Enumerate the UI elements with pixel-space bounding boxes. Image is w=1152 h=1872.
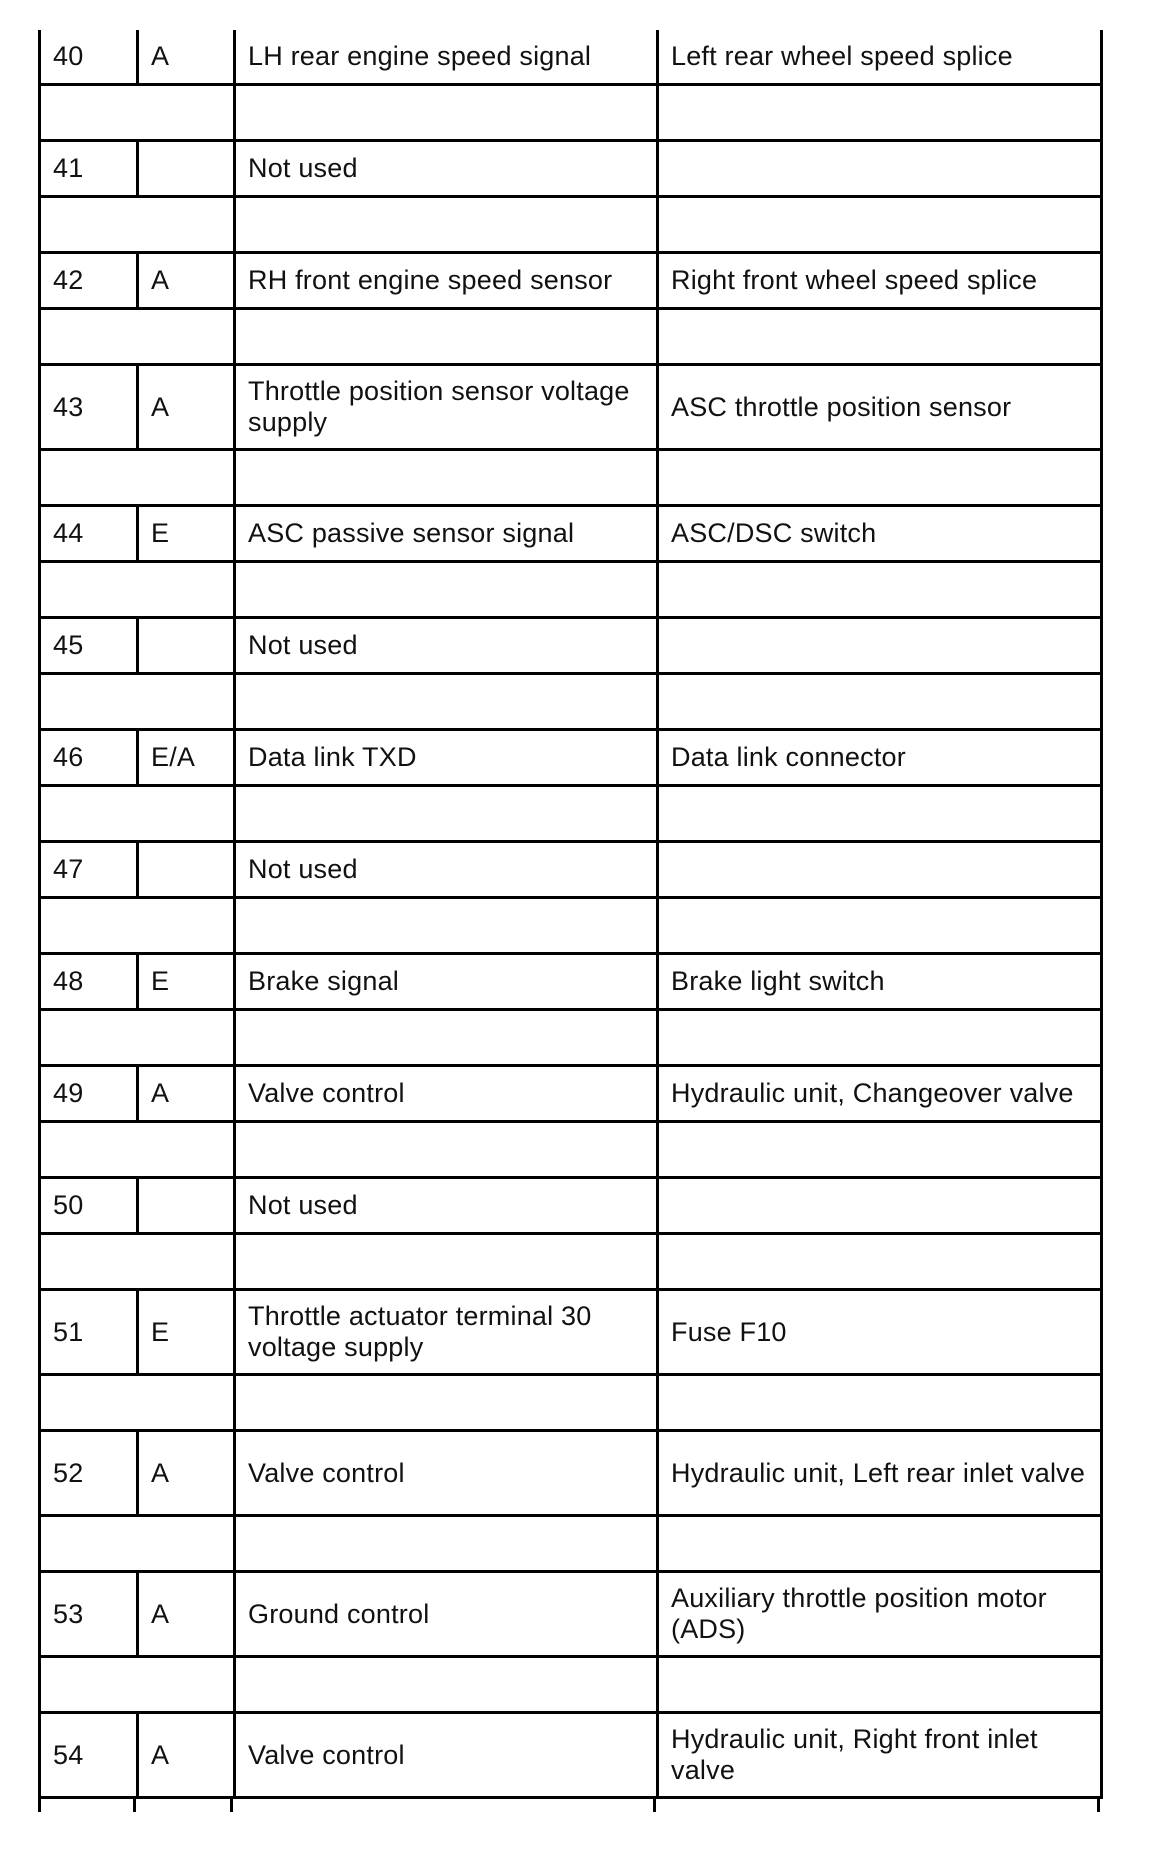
spacer-cell xyxy=(658,786,1102,842)
spacer-cell xyxy=(658,674,1102,730)
pin-assignment-table xyxy=(38,30,1103,1799)
signal-description-cell: Not used xyxy=(235,618,658,674)
spacer-cell xyxy=(235,85,658,141)
connection-cell: Brake light switch xyxy=(658,954,1102,1010)
spacer-cell xyxy=(235,1657,658,1713)
connection-cell: ASC/DSC switch xyxy=(658,506,1102,562)
pin-number-cell: 46 xyxy=(40,730,138,786)
signal-description-cell: Not used xyxy=(235,141,658,197)
connection-cell: Data link connector xyxy=(658,730,1102,786)
io-type-cell: A xyxy=(138,253,235,309)
io-type-cell xyxy=(138,1178,235,1234)
spacer-cell xyxy=(40,562,235,618)
table-spacer-row xyxy=(40,786,1102,842)
pin-number-cell: 52 xyxy=(40,1431,138,1516)
pin-number-cell: 54 xyxy=(40,1713,138,1798)
signal-description-cell: Throttle position sensor voltage supply xyxy=(235,365,658,450)
spacer-cell xyxy=(40,1234,235,1290)
table-row xyxy=(40,954,1102,1010)
spacer-cell xyxy=(658,1234,1102,1290)
connection-cell: ASC throttle position sensor xyxy=(658,365,1102,450)
pin-number-cell: 53 xyxy=(40,1572,138,1657)
pin-number-cell: 45 xyxy=(40,618,138,674)
table-row xyxy=(40,730,1102,786)
connection-cell: Hydraulic unit, Right front inlet valve xyxy=(658,1713,1102,1798)
spacer-cell xyxy=(235,786,658,842)
io-type-cell: E xyxy=(138,954,235,1010)
spacer-cell xyxy=(235,1234,658,1290)
table-spacer-row xyxy=(40,85,1102,141)
io-type-cell: A xyxy=(138,1572,235,1657)
table-row xyxy=(40,1431,1102,1516)
spacer-cell xyxy=(40,1375,235,1431)
io-type-cell xyxy=(138,842,235,898)
spacer-cell xyxy=(658,450,1102,506)
spacer-cell xyxy=(40,786,235,842)
pin-number-cell: 44 xyxy=(40,506,138,562)
connection-cell: Auxiliary throttle position motor (ADS) xyxy=(658,1572,1102,1657)
table-row xyxy=(40,253,1102,309)
signal-description-cell: Not used xyxy=(235,1178,658,1234)
signal-description-cell: Valve control xyxy=(235,1713,658,1798)
spacer-cell xyxy=(235,1516,658,1572)
pin-number-cell: 49 xyxy=(40,1066,138,1122)
spacer-cell xyxy=(40,450,235,506)
signal-description-cell: Data link TXD xyxy=(235,730,658,786)
spacer-cell xyxy=(235,450,658,506)
table-spacer-row xyxy=(40,450,1102,506)
table-continuation-lines xyxy=(38,1798,1100,1812)
spacer-cell xyxy=(40,1657,235,1713)
spacer-cell xyxy=(658,562,1102,618)
spacer-cell xyxy=(235,562,658,618)
pin-number-cell: 48 xyxy=(40,954,138,1010)
table-row xyxy=(40,30,1102,85)
pin-number-cell: 47 xyxy=(40,842,138,898)
spacer-cell xyxy=(658,1375,1102,1431)
connection-cell: Fuse F10 xyxy=(658,1290,1102,1375)
spacer-cell xyxy=(40,674,235,730)
signal-description-cell: Valve control xyxy=(235,1066,658,1122)
connection-cell xyxy=(658,1178,1102,1234)
pin-number-cell: 41 xyxy=(40,141,138,197)
connection-cell xyxy=(658,842,1102,898)
spacer-cell xyxy=(235,898,658,954)
connection-cell: Hydraulic unit, Left rear inlet valve xyxy=(658,1431,1102,1516)
connection-cell: Hydraulic unit, Changeover valve xyxy=(658,1066,1102,1122)
spacer-cell xyxy=(658,1516,1102,1572)
table-spacer-row xyxy=(40,1234,1102,1290)
table-row xyxy=(40,1290,1102,1375)
spacer-cell xyxy=(658,1010,1102,1066)
signal-description-cell: ASC passive sensor signal xyxy=(235,506,658,562)
table-row xyxy=(40,365,1102,450)
spacer-cell xyxy=(40,1516,235,1572)
spacer-cell xyxy=(40,309,235,365)
table-row xyxy=(40,842,1102,898)
spacer-cell xyxy=(235,674,658,730)
table-spacer-row xyxy=(40,1516,1102,1572)
io-type-cell: A xyxy=(138,30,235,85)
signal-description-cell: Throttle actuator terminal 30 voltage supply xyxy=(235,1290,658,1375)
table-spacer-row xyxy=(40,197,1102,253)
spacer-cell xyxy=(40,898,235,954)
connection-cell xyxy=(658,618,1102,674)
table-spacer-row xyxy=(40,898,1102,954)
signal-description-cell: Ground control xyxy=(235,1572,658,1657)
spacer-cell xyxy=(40,85,235,141)
connection-cell xyxy=(658,141,1102,197)
io-type-cell xyxy=(138,141,235,197)
spacer-cell xyxy=(40,1010,235,1066)
io-type-cell: A xyxy=(138,1713,235,1798)
io-type-cell: E xyxy=(138,1290,235,1375)
pin-number-cell: 42 xyxy=(40,253,138,309)
spacer-cell xyxy=(235,197,658,253)
table-row xyxy=(40,618,1102,674)
spacer-cell xyxy=(235,1010,658,1066)
io-type-cell: E xyxy=(138,506,235,562)
spacer-cell xyxy=(658,85,1102,141)
table-row xyxy=(40,1713,1102,1798)
spacer-cell xyxy=(658,197,1102,253)
table-spacer-row xyxy=(40,1657,1102,1713)
signal-description-cell: LH rear engine speed signal xyxy=(235,30,658,85)
pin-number-cell: 51 xyxy=(40,1290,138,1375)
spacer-cell xyxy=(658,309,1102,365)
table-spacer-row xyxy=(40,1375,1102,1431)
io-type-cell: A xyxy=(138,1066,235,1122)
pin-number-cell: 43 xyxy=(40,365,138,450)
io-type-cell: E/A xyxy=(138,730,235,786)
spacer-cell xyxy=(235,309,658,365)
signal-description-cell: RH front engine speed sensor xyxy=(235,253,658,309)
table-spacer-row xyxy=(40,1010,1102,1066)
spacer-cell xyxy=(658,898,1102,954)
spacer-cell xyxy=(658,1657,1102,1713)
table-row xyxy=(40,1066,1102,1122)
table-spacer-row xyxy=(40,309,1102,365)
io-type-cell: A xyxy=(138,365,235,450)
signal-description-cell: Not used xyxy=(235,842,658,898)
table-row xyxy=(40,1572,1102,1657)
spacer-cell xyxy=(40,197,235,253)
table-spacer-row xyxy=(40,674,1102,730)
connection-cell: Right front wheel speed splice xyxy=(658,253,1102,309)
spacer-cell xyxy=(40,1122,235,1178)
spacer-cell xyxy=(235,1122,658,1178)
connection-cell: Left rear wheel speed splice xyxy=(658,30,1102,85)
pin-number-cell: 40 xyxy=(40,30,138,85)
signal-description-cell: Brake signal xyxy=(235,954,658,1010)
io-type-cell: A xyxy=(138,1431,235,1516)
table-row xyxy=(40,141,1102,197)
table-row xyxy=(40,506,1102,562)
table-row xyxy=(40,1178,1102,1234)
table-spacer-row xyxy=(40,562,1102,618)
pin-table-body xyxy=(40,30,1102,1798)
spacer-cell xyxy=(235,1375,658,1431)
spacer-cell xyxy=(658,1122,1102,1178)
signal-description-cell: Valve control xyxy=(235,1431,658,1516)
io-type-cell xyxy=(138,618,235,674)
table-spacer-row xyxy=(40,1122,1102,1178)
pin-number-cell: 50 xyxy=(40,1178,138,1234)
